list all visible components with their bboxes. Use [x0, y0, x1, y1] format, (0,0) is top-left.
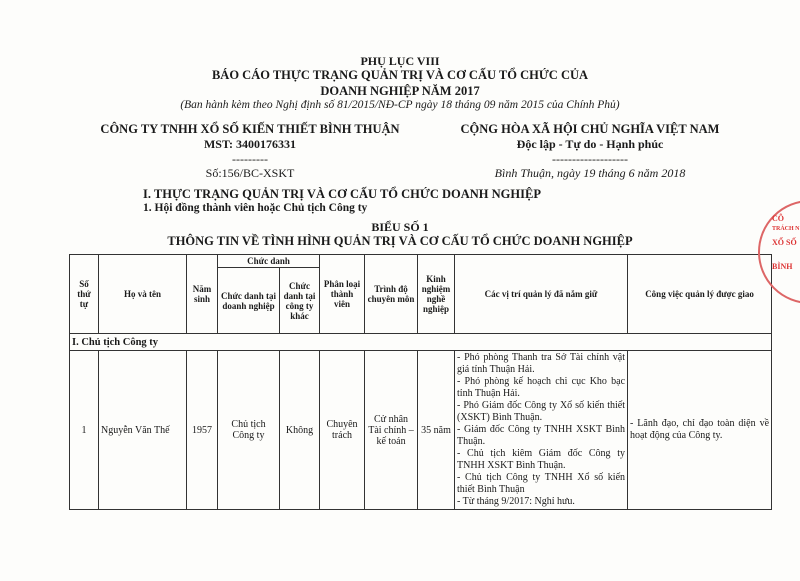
position-item: - Phó phòng kế hoạch chi cục Kho bạc tỉnh Thuận Hải.: [457, 376, 626, 399]
report-title-line2: DOANH NGHIỆP NĂM 2017: [320, 84, 480, 98]
nation-motto: Độc lập - Tự do - Hạnh phúc: [516, 137, 664, 151]
nation-divider: -------------------: [552, 152, 628, 166]
header-experience: Kinh nghiệm nghề nghiệp: [418, 255, 455, 334]
cell-stt: 1: [70, 351, 99, 510]
header-member-type: Phân loại thành viên: [320, 255, 365, 334]
group-row-chairman: I. Chủ tịch Công ty: [70, 334, 772, 351]
header-stt: Số thứ tự: [70, 255, 99, 334]
cell-member-type: Chuyên trách: [320, 351, 365, 510]
cell-duties: - Lãnh đạo, chỉ đạo toàn diện về hoạt động của Công ty.: [628, 351, 772, 510]
cell-positions: [455, 351, 628, 510]
report-title-line1: BÁO CÁO THỰC TRẠNG QUẢN TRỊ VÀ CƠ CẤU TỔ CHỨC CỦA: [211, 68, 589, 82]
header-birth-year: Năm sinh: [187, 255, 218, 334]
header-positions: Các vị trí quản lý đã nắm giữ: [455, 255, 628, 334]
header-duties: Công việc quản lý được giao: [628, 255, 772, 334]
header-title-other: Chức danh tại công ty khác: [280, 268, 320, 334]
cell-name: Nguyễn Văn Thế: [99, 351, 187, 510]
position-item: - Chủ tịch Công ty TNHH Xổ số kiến thiết Bình Thuận: [457, 472, 626, 495]
appendix-label: PHỤ LỤC VIII: [360, 54, 440, 68]
cell-birth-year: 1957: [187, 351, 218, 510]
cell-title-other: Không: [280, 351, 320, 510]
position-item: - Từ tháng 9/2017: Nghỉ hưu.: [457, 496, 575, 507]
tax-code: MST: 3400176331: [203, 137, 297, 151]
form-title: THÔNG TIN VỀ TÌNH HÌNH QUẢN TRỊ VÀ CƠ CẤU TỔ CHỨC DOANH NGHIỆP: [167, 234, 633, 248]
cell-experience: 35 năm: [418, 351, 455, 510]
position-item: - Chủ tịch kiêm Giám đốc Công ty TNHH XSKT Bình Thuận.: [457, 448, 626, 471]
cell-degree: Cử nhân Tài chính – kế toán: [365, 351, 418, 510]
position-item: - Phó Giám đốc Công ty Xổ số kiến thiết (XSKT) Bình Thuận.: [457, 400, 626, 423]
position-item: - Giám đốc Công ty TNHH XSKT Bình Thuận.: [457, 424, 626, 447]
section-heading: I. THỰC TRẠNG QUẢN TRỊ VÀ CƠ CẤU TỔ CHỨC DOANH NGHIỆP: [143, 187, 541, 201]
header-title-company: Chức danh tại doanh nghiệp: [218, 268, 280, 334]
header-degree: Trình độ chuyên môn: [365, 255, 418, 334]
subsection-heading: 1. Hội đồng thành viên hoặc Chủ tịch Công ty: [143, 202, 368, 214]
position-item: - Phó phòng Thanh tra Sở Tài chính vật giá tỉnh Thuận Hải.: [457, 352, 626, 375]
nation-name: CỘNG HÒA XÃ HỘI CHỦ NGHĨA VIỆT NAM: [460, 122, 720, 136]
report-subtitle: (Ban hành kèm theo Nghị định số 81/2015/NĐ-CP ngày 18 tháng 09 năm 2015 của Chính Phủ): [180, 99, 620, 111]
company-seal-stamp: CÔ TRÁCH N XỔ SỐ BÌNH: [758, 200, 800, 304]
header-name: Họ và tên: [99, 255, 187, 334]
company-name: CÔNG TY TNHH XỔ SỐ KIẾN THIẾT BÌNH THUẬN: [100, 122, 400, 136]
company-divider: ---------: [232, 152, 268, 166]
governance-table: [69, 254, 772, 510]
document-number: Số:156/BC-XSKT: [205, 166, 295, 180]
header-title-group: Chức danh: [218, 255, 320, 268]
form-number: BIỂU SỐ 1: [371, 220, 429, 234]
document-date: Bình Thuận, ngày 19 tháng 6 năm 2018: [494, 166, 686, 180]
table-row: [70, 351, 772, 510]
cell-title-company: Chủ tịch Công ty: [218, 351, 280, 510]
